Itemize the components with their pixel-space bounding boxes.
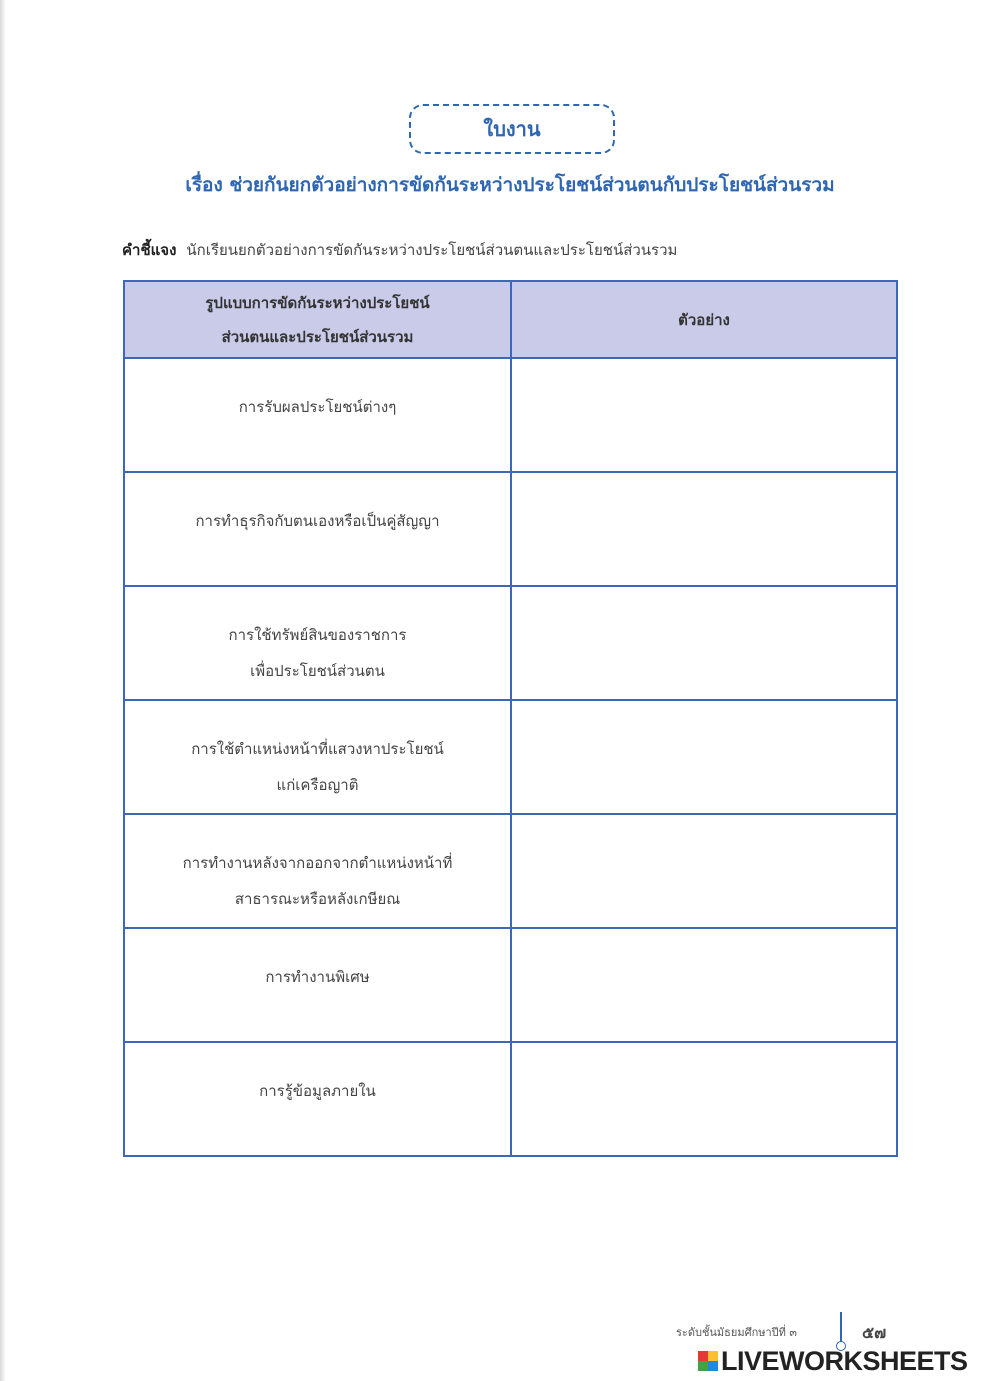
conflict-type-cell xyxy=(124,1042,511,1156)
table-row xyxy=(124,1042,897,1156)
grade-level-text: ระดับชั้นมัธยมศึกษาปีที่ ๓ xyxy=(676,1326,797,1339)
table-row xyxy=(124,586,897,700)
cell-line1: การรับผลประโยชน์ต่างๆ xyxy=(238,398,397,416)
instruction-label: คำชี้แจง xyxy=(122,241,177,259)
example-answer-cell[interactable] xyxy=(511,700,897,814)
table-row xyxy=(124,700,897,814)
conflict-type-cell xyxy=(124,586,511,700)
cell-line2: เพื่อประโยชน์ส่วนตน xyxy=(250,662,385,680)
worksheet-badge xyxy=(409,104,615,154)
liveworksheets-wordmark: LIVEWORKSHEETS xyxy=(721,1345,968,1376)
example-answer-cell[interactable] xyxy=(511,1042,897,1156)
example-answer-cell[interactable] xyxy=(511,928,897,1042)
liveworksheets-logo-icon xyxy=(698,1351,718,1371)
liveworksheets-watermark xyxy=(698,1346,968,1376)
worksheet-table xyxy=(123,280,898,1157)
cell-line1: การทำธุรกิจกับตนเองหรือเป็นคู่สัญญา xyxy=(195,512,440,530)
table-row xyxy=(124,472,897,586)
conflict-type-cell xyxy=(124,700,511,814)
conflict-type-cell xyxy=(124,814,511,928)
page-number: ๕๗ xyxy=(862,1323,887,1342)
page-left-edge xyxy=(0,0,6,1381)
table-row xyxy=(124,358,897,472)
example-answer-cell[interactable] xyxy=(511,814,897,928)
cell-line1: การใช้ตำแหน่งหน้าที่แสวงหาประโยชน์ xyxy=(191,740,444,758)
example-answer-cell[interactable] xyxy=(511,586,897,700)
instruction xyxy=(122,238,922,262)
header-example: ตัวอย่าง xyxy=(511,281,897,358)
worksheet-badge-label: ใบงาน xyxy=(483,117,541,141)
table-row xyxy=(124,814,897,928)
header-conflict-type-line1: รูปแบบการขัดกันระหว่างประโยชน์ xyxy=(205,293,430,312)
cell-line1: การรู้ข้อมูลภายใน xyxy=(259,1082,376,1100)
conflict-type-cell xyxy=(124,358,511,472)
table-row xyxy=(124,928,897,1042)
header-conflict-type xyxy=(124,281,511,358)
page-title: เรื่อง ช่วยกันยกตัวอย่างการขัดกันระหว่างประโยชน์ส่วนตนกับประโยชน์ส่วนรวม xyxy=(185,174,835,196)
example-answer-cell[interactable] xyxy=(511,358,897,472)
cell-line2: สาธารณะหรือหลังเกษียณ xyxy=(234,890,401,908)
cell-line1: การทำงานพิเศษ xyxy=(265,968,370,986)
instruction-text: นักเรียนยกตัวอย่างการขัดกันระหว่างประโยชน์ส่วนตนและประโยชน์ส่วนรวม xyxy=(186,241,678,259)
cell-line1: การใช้ทรัพย์สินของราชการ xyxy=(228,626,407,644)
cell-line1: การทำงานหลังจากออกจากตำแหน่งหน้าที่ xyxy=(182,854,453,872)
conflict-type-cell xyxy=(124,472,511,586)
header-conflict-type-line2: ส่วนตนและประโยชน์ส่วนรวม xyxy=(221,327,414,346)
cell-line2: แก่เครือญาติ xyxy=(276,776,359,794)
example-answer-cell[interactable] xyxy=(511,472,897,586)
table-header-row xyxy=(124,281,897,358)
conflict-type-cell xyxy=(124,928,511,1042)
